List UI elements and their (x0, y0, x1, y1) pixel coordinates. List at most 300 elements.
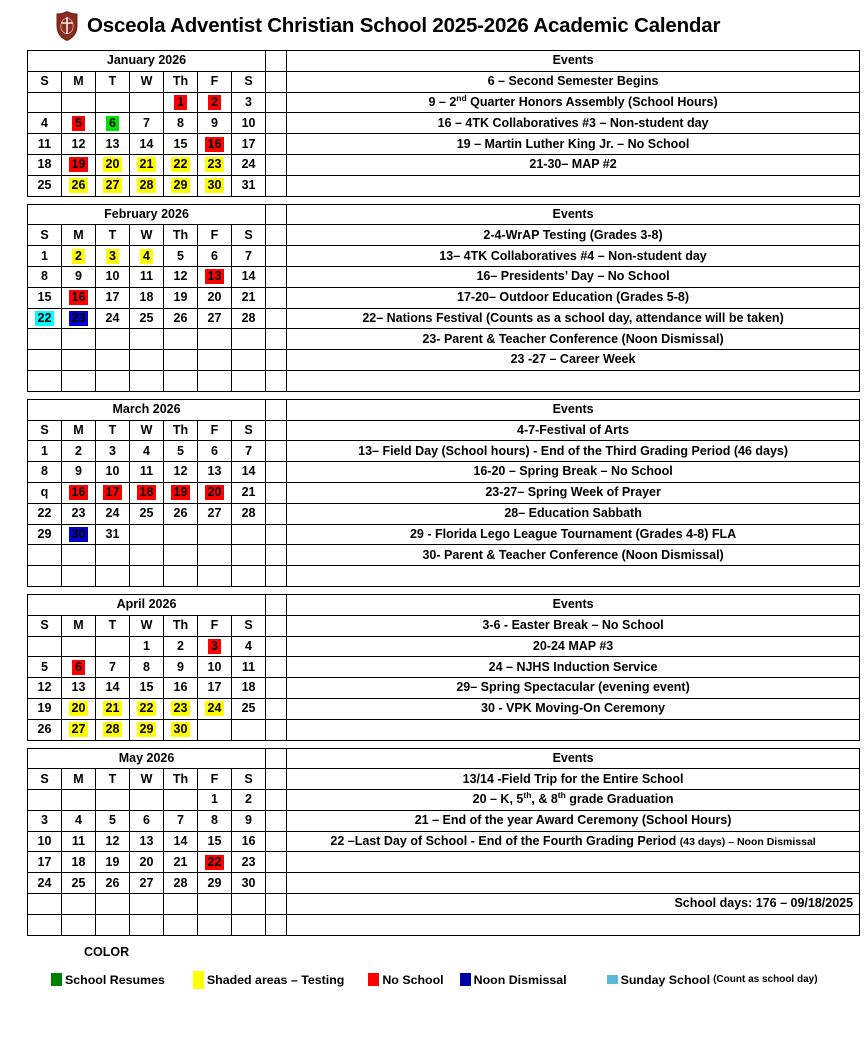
day-cell (62, 545, 96, 566)
day-cell (198, 831, 232, 852)
spacer-cell (266, 204, 287, 225)
spacer-cell (266, 134, 287, 155)
calendar-months (0, 50, 866, 936)
weekday-header-6: S (232, 225, 266, 246)
day-number: q (40, 485, 49, 500)
day-number: 12 (105, 834, 120, 849)
spacer-cell (266, 266, 287, 287)
day-number: 12 (71, 136, 86, 151)
day-cell (130, 370, 164, 391)
event-cell: 13– Field Day (School hours) - End of the Third Grading Period (46 days) (287, 441, 860, 462)
day-cell (130, 790, 164, 811)
day-number: 11 (71, 834, 86, 849)
day-cell (232, 873, 266, 894)
day-cell (130, 482, 164, 503)
day-cell (164, 678, 198, 699)
day-cell (62, 524, 96, 545)
day-cell (62, 719, 96, 740)
day-number: 1 (41, 443, 48, 458)
day-cell (130, 329, 164, 350)
day-number: 18 (139, 290, 154, 305)
day-cell (164, 566, 198, 587)
day-cell (96, 657, 130, 678)
day-cell (232, 831, 266, 852)
day-cell (198, 873, 232, 894)
day-number-highlight-yellow: 20 (69, 701, 89, 716)
day-cell (96, 92, 130, 113)
legend-item (193, 971, 345, 989)
event-cell: 23-27– Spring Week of Prayer (287, 482, 860, 503)
day-cell (96, 308, 130, 329)
day-number-highlight-blue: 30 (69, 527, 89, 542)
day-cell (96, 350, 130, 371)
day-number-highlight-yellow: 23 (205, 157, 225, 172)
day-cell (96, 175, 130, 196)
day-number: 31 (241, 178, 256, 193)
day-cell (232, 790, 266, 811)
day-cell (198, 370, 232, 391)
weekday-header-2: T (96, 615, 130, 636)
day-number: 23 (71, 506, 86, 521)
day-cell (164, 873, 198, 894)
day-cell (96, 636, 130, 657)
day-number-highlight-yellow: 27 (69, 722, 89, 737)
day-cell (28, 873, 62, 894)
page-title: Osceola Adventist Christian School 2025-2026 Academic Calendar (87, 14, 721, 37)
day-cell (198, 175, 232, 196)
weekday-header-1: M (62, 71, 96, 92)
day-cell (232, 154, 266, 175)
day-cell (96, 545, 130, 566)
day-cell (198, 113, 232, 134)
day-number: 24 (37, 875, 52, 890)
day-cell (164, 441, 198, 462)
event-cell: 9 – 2nd Quarter Honors Assembly (School Hours) (287, 92, 860, 113)
day-number: 28 (173, 875, 188, 890)
events-header: Events (287, 594, 860, 615)
day-cell (164, 482, 198, 503)
day-number: 29 (207, 875, 222, 890)
day-cell (232, 134, 266, 155)
day-cell (96, 482, 130, 503)
day-cell (164, 370, 198, 391)
day-cell (28, 482, 62, 503)
month-block (27, 204, 839, 392)
day-number: 2 (177, 638, 184, 653)
weekday-header-4: Th (164, 420, 198, 441)
day-number: 12 (173, 464, 188, 479)
day-cell (62, 852, 96, 873)
weekday-header-0: S (28, 71, 62, 92)
spacer-cell (266, 545, 287, 566)
day-number: 4 (41, 115, 48, 130)
day-cell (28, 831, 62, 852)
legend-swatch-blue-icon (460, 973, 471, 986)
weekday-header-5: F (198, 615, 232, 636)
event-cell: 23 -27 – Career Week (287, 350, 860, 371)
day-cell (232, 524, 266, 545)
day-number: 13 (105, 136, 120, 151)
spacer-cell (266, 894, 287, 915)
day-number: 11 (139, 464, 154, 479)
day-cell (198, 246, 232, 267)
day-number: 25 (139, 506, 154, 521)
day-cell (62, 831, 96, 852)
day-cell (198, 462, 232, 483)
day-number: 10 (241, 115, 256, 130)
event-cell: 13/14 -Field Trip for the Entire School (287, 769, 860, 790)
day-cell (198, 308, 232, 329)
day-cell (130, 503, 164, 524)
event-cell (287, 914, 860, 935)
day-cell (198, 914, 232, 935)
day-number: 10 (105, 269, 120, 284)
day-number-highlight-yellow: 29 (171, 178, 191, 193)
weekday-header-5: F (198, 769, 232, 790)
event-cell (287, 370, 860, 391)
day-cell (232, 329, 266, 350)
day-cell (130, 719, 164, 740)
day-number: 11 (139, 269, 154, 284)
day-cell (62, 175, 96, 196)
month-table (27, 594, 860, 741)
day-number-highlight-red: 3 (208, 639, 221, 654)
day-cell (62, 698, 96, 719)
spacer-cell (266, 175, 287, 196)
day-cell (96, 154, 130, 175)
day-cell (130, 873, 164, 894)
day-number: 16 (241, 834, 256, 849)
day-cell (28, 914, 62, 935)
day-cell (28, 698, 62, 719)
day-number: 3 (245, 94, 252, 109)
day-cell (232, 545, 266, 566)
day-number: 13 (139, 834, 154, 849)
day-cell (164, 831, 198, 852)
spacer-cell (266, 399, 287, 420)
day-number-highlight-red: 6 (72, 660, 85, 675)
day-cell (164, 266, 198, 287)
weekday-header-4: Th (164, 71, 198, 92)
spacer-cell (266, 873, 287, 894)
day-number: 6 (143, 813, 150, 828)
event-cell: 2-4-WrAP Testing (Grades 3-8) (287, 225, 860, 246)
day-number-highlight-yellow: 20 (103, 157, 123, 172)
day-cell (164, 154, 198, 175)
day-cell (130, 636, 164, 657)
day-number: 11 (37, 136, 52, 151)
day-cell (130, 308, 164, 329)
day-cell (198, 790, 232, 811)
day-cell (62, 790, 96, 811)
day-number: 20 (139, 854, 154, 869)
spacer-cell (266, 719, 287, 740)
day-cell (28, 545, 62, 566)
day-cell (28, 308, 62, 329)
day-cell (96, 810, 130, 831)
day-cell (62, 873, 96, 894)
day-cell (232, 719, 266, 740)
day-cell (28, 636, 62, 657)
day-number: 23 (241, 854, 256, 869)
weekday-header-0: S (28, 615, 62, 636)
day-cell (198, 852, 232, 873)
day-cell (164, 308, 198, 329)
event-cell: 21-30– MAP #2 (287, 154, 860, 175)
day-number: 15 (139, 680, 154, 695)
spacer-cell (266, 420, 287, 441)
day-cell (232, 350, 266, 371)
day-number: 10 (37, 834, 52, 849)
legend-swatch-green-icon (51, 973, 62, 986)
day-number: 6 (211, 443, 218, 458)
day-number: 10 (207, 659, 222, 674)
page-header (0, 0, 866, 50)
day-cell (232, 266, 266, 287)
day-cell (96, 790, 130, 811)
day-number: 21 (241, 290, 256, 305)
day-cell (232, 370, 266, 391)
day-number: 17 (105, 290, 120, 305)
spacer-cell (266, 329, 287, 350)
day-number-highlight-yellow: 21 (137, 157, 157, 172)
day-cell (198, 154, 232, 175)
day-number-highlight-yellow: 4 (140, 249, 153, 264)
day-number: 7 (245, 248, 252, 263)
day-cell (130, 852, 164, 873)
day-number: 15 (207, 834, 222, 849)
day-number: 7 (245, 443, 253, 458)
legend-swatch-red-icon (368, 973, 379, 986)
day-cell (28, 246, 62, 267)
event-cell: 20 – K, 5th, & 8th grade Graduation (287, 790, 860, 811)
day-number: 5 (41, 659, 48, 674)
day-number: 11 (241, 659, 256, 674)
day-cell (164, 698, 198, 719)
day-cell (96, 503, 130, 524)
day-number-highlight-yellow: 28 (137, 178, 157, 193)
day-cell (28, 719, 62, 740)
day-number-highlight-red: 5 (72, 116, 85, 131)
day-cell (28, 175, 62, 196)
day-number: 26 (105, 875, 120, 890)
weekday-header-1: M (62, 615, 96, 636)
day-cell (130, 175, 164, 196)
day-cell (130, 545, 164, 566)
event-cell: 22 –Last Day of School - End of the Fourth Grading Period (43 days) – Noon Dismissal (287, 831, 860, 852)
day-cell (198, 482, 232, 503)
day-number: 14 (173, 834, 188, 849)
spacer-cell (266, 71, 287, 92)
day-cell (28, 852, 62, 873)
month-name: January 2026 (28, 51, 266, 72)
day-number-highlight-yellow: 24 (205, 701, 225, 716)
day-cell (62, 287, 96, 308)
day-cell (164, 113, 198, 134)
spacer-cell (266, 482, 287, 503)
day-number: 17 (37, 854, 52, 869)
day-cell (130, 266, 164, 287)
event-cell: 29– Spring Spectacular (evening event) (287, 678, 860, 699)
day-cell (164, 503, 198, 524)
day-number: 24 (241, 157, 256, 172)
day-cell (164, 524, 198, 545)
spacer-cell (266, 594, 287, 615)
weekday-header-5: F (198, 71, 232, 92)
day-number-highlight-yellow: 3 (106, 249, 119, 264)
day-cell (62, 462, 96, 483)
day-number: 24 (105, 506, 120, 521)
day-cell (130, 524, 164, 545)
weekday-header-3: W (130, 71, 164, 92)
day-number-highlight-yellow: 2 (72, 249, 85, 264)
day-cell (62, 566, 96, 587)
day-number: 28 (241, 310, 256, 325)
day-number: 19 (173, 290, 188, 305)
day-cell (232, 566, 266, 587)
day-number: 5 (177, 443, 184, 458)
day-number-highlight-yellow: 30 (205, 178, 225, 193)
weekday-header-1: M (62, 769, 96, 790)
weekday-header-5: F (198, 225, 232, 246)
day-cell (198, 698, 232, 719)
day-cell (96, 914, 130, 935)
day-number: 20 (207, 290, 222, 305)
day-cell (130, 113, 164, 134)
day-cell (62, 329, 96, 350)
day-number-highlight-blue: 23 (69, 311, 89, 326)
day-cell (96, 266, 130, 287)
day-number: 27 (207, 310, 222, 325)
day-number: 9 (75, 269, 82, 284)
day-cell (62, 636, 96, 657)
event-cell: 16 – 4TK Collaboratives #3 – Non-student day (287, 113, 860, 134)
day-number-highlight-yellow: 29 (137, 722, 157, 737)
day-cell (28, 154, 62, 175)
weekday-header-6: S (232, 71, 266, 92)
shield-cross-logo-icon (56, 11, 78, 41)
legend (27, 945, 839, 989)
day-number: 8 (177, 115, 184, 130)
spacer-cell (266, 287, 287, 308)
day-cell (28, 134, 62, 155)
event-cell: 13– 4TK Collaboratives #4 – Non-student day (287, 246, 860, 267)
day-cell (96, 329, 130, 350)
event-cell: 22– Nations Festival (Counts as a school day, attendance will be taken) (287, 308, 860, 329)
day-cell (232, 287, 266, 308)
weekday-header-4: Th (164, 225, 198, 246)
event-cell: 20-24 MAP #3 (287, 636, 860, 657)
day-cell (62, 134, 96, 155)
day-number: 3 (41, 813, 48, 828)
day-cell (232, 92, 266, 113)
day-cell (62, 154, 96, 175)
day-number-highlight-red: 1 (174, 95, 187, 110)
day-cell (130, 914, 164, 935)
legend-item (368, 973, 443, 987)
day-cell (28, 462, 62, 483)
day-number: 19 (105, 854, 120, 869)
day-cell (96, 719, 130, 740)
day-cell (164, 134, 198, 155)
day-number: 13 (71, 680, 86, 695)
day-cell (96, 873, 130, 894)
day-number: 21 (173, 854, 188, 869)
day-number: 25 (71, 875, 86, 890)
day-cell (62, 92, 96, 113)
day-cell (164, 810, 198, 831)
legend-label: No School (382, 972, 444, 987)
day-number: 19 (37, 701, 52, 716)
month-table (27, 204, 860, 392)
day-cell (28, 113, 62, 134)
day-number: 8 (143, 659, 150, 674)
day-cell (232, 852, 266, 873)
spacer-cell (266, 524, 287, 545)
day-cell (28, 894, 62, 915)
day-cell (198, 678, 232, 699)
day-number: 9 (245, 813, 252, 828)
day-number-highlight-yellow: 21 (103, 701, 123, 716)
day-cell (130, 894, 164, 915)
day-number: 4 (245, 638, 252, 653)
weekday-header-3: W (130, 420, 164, 441)
day-cell (198, 329, 232, 350)
day-number: 8 (41, 464, 48, 479)
day-cell (198, 441, 232, 462)
day-number: 1 (41, 248, 48, 263)
events-header: Events (287, 204, 860, 225)
day-cell (198, 566, 232, 587)
day-cell (28, 370, 62, 391)
day-number: 4 (75, 813, 82, 828)
day-cell (164, 852, 198, 873)
event-cell (287, 566, 860, 587)
day-number-highlight-red: 16 (69, 290, 89, 305)
day-cell (164, 246, 198, 267)
day-cell (130, 92, 164, 113)
day-cell (164, 462, 198, 483)
spacer-cell (266, 246, 287, 267)
day-cell (130, 678, 164, 699)
day-number: 9 (177, 659, 184, 674)
day-cell (232, 246, 266, 267)
month-name: March 2026 (28, 399, 266, 420)
day-number: 5 (177, 248, 184, 263)
day-cell (164, 657, 198, 678)
day-cell (198, 287, 232, 308)
day-cell (96, 134, 130, 155)
day-number: 9 (75, 464, 82, 479)
event-cell: 23- Parent & Teacher Conference (Noon Dismissal) (287, 329, 860, 350)
day-number: 14 (105, 680, 120, 695)
day-number-highlight-red: 20 (205, 485, 225, 500)
day-number: 27 (139, 875, 154, 890)
day-number: 4 (143, 443, 150, 458)
weekday-header-2: T (96, 420, 130, 441)
day-cell (28, 524, 62, 545)
day-cell (28, 350, 62, 371)
day-number-highlight-yellow: 22 (137, 701, 157, 716)
day-number: 21 (241, 485, 256, 500)
weekday-header-0: S (28, 769, 62, 790)
day-number-highlight-yellow: 22 (171, 157, 191, 172)
day-cell (232, 810, 266, 831)
day-cell (62, 308, 96, 329)
day-cell (164, 914, 198, 935)
day-cell (198, 545, 232, 566)
event-cell: 4-7-Festival of Arts (287, 420, 860, 441)
